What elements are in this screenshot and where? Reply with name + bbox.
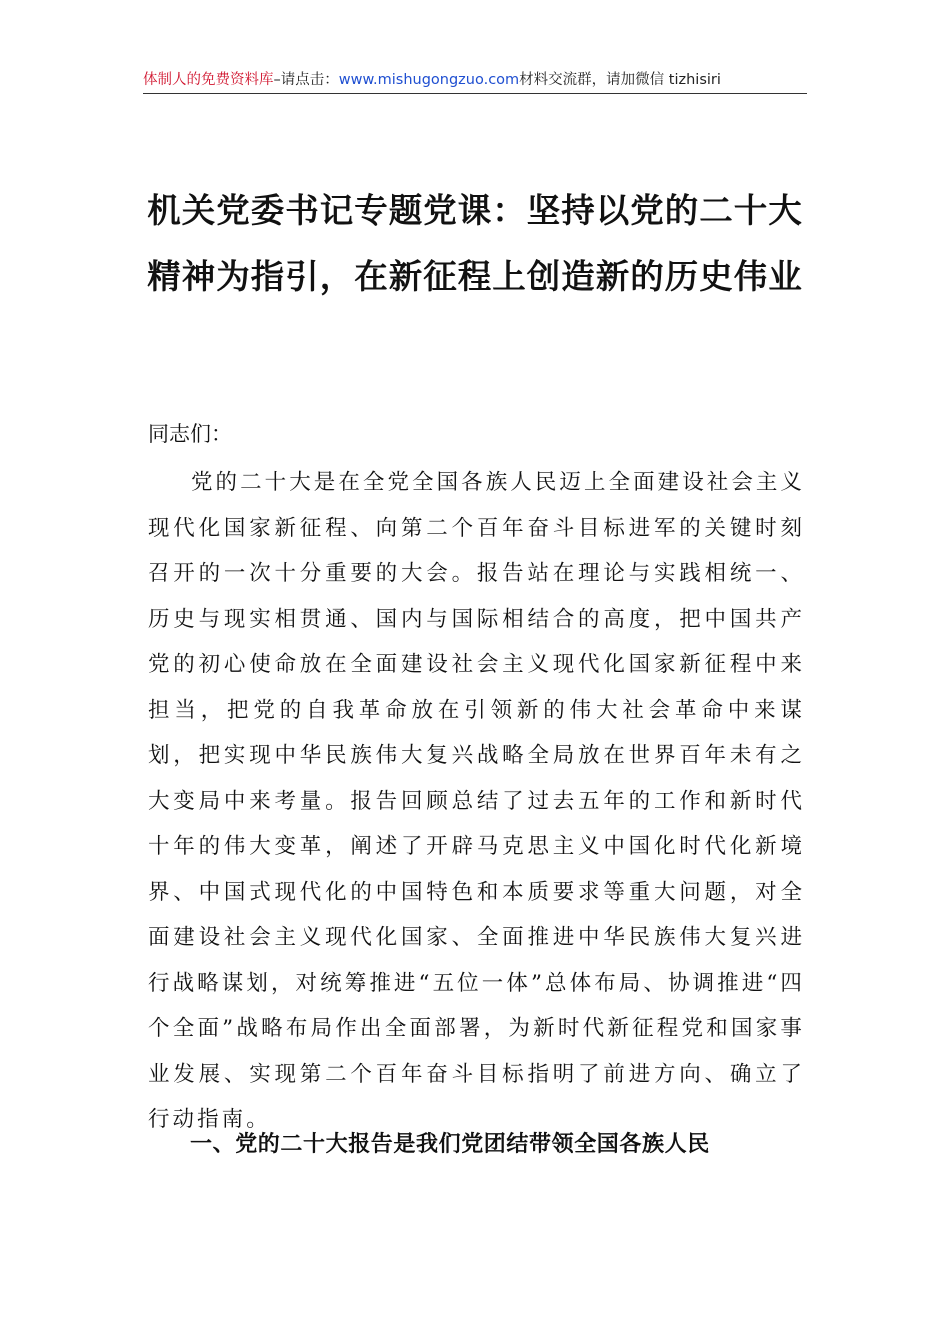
body-paragraph: 党的二十大是在全党全国各族人民迈上全面建设社会主义现代化国家新征程、向第二个百年奋斗目标进军的关键时刻召开的一次十分重要的大会。报告站在理论与实践相统一、历史与现实相贯通、国内与国际相结合的高度，把中国共产党的初心使命放在全面建设社会主义现代化国家新征程中来担当，把党的自我革命放在引领新的伟大社会革命中来谋划，把实现中华民族伟大复兴战略全局放在世界百年未有之大变局中来考量。报告回顾总结了过去五年的工作和新时代十年的伟大变革，阐述了开辟马克思主义中国化时代化新境界、中国式现代化的中国特色和本质要求等重大问题，对全面建设社会主义现代化国家、全面推进中华民族伟大复兴进行战略谋划，对统筹推进“五位一体”总体布局、协调推进“四个全面”战略布局作出全面部署，为新时代新征程党和国家事业发展、实现第二个百年奋斗目标指明了前进方向、确立了行动指南。 xyxy=(148,470,805,1132)
header-brand: 体制人的免费资料库 xyxy=(143,72,274,88)
header-contact: 材料交流群，请加微信 tizhisiri xyxy=(519,72,721,88)
section-heading: 一、党的二十大报告是我们党团结带领全国各族人民 xyxy=(190,1132,710,1157)
salutation: 同志们： xyxy=(148,422,232,446)
document-title: 机关党委书记专题党课：坚持以党的二十大精神为指引，在新征程上创造新的历史伟业 xyxy=(147,191,803,296)
page-header xyxy=(143,70,807,90)
header-divider xyxy=(143,93,807,94)
header-link[interactable]: www.mishugongzuo.com xyxy=(338,72,520,88)
header-prompt: –请点击： xyxy=(273,72,339,88)
